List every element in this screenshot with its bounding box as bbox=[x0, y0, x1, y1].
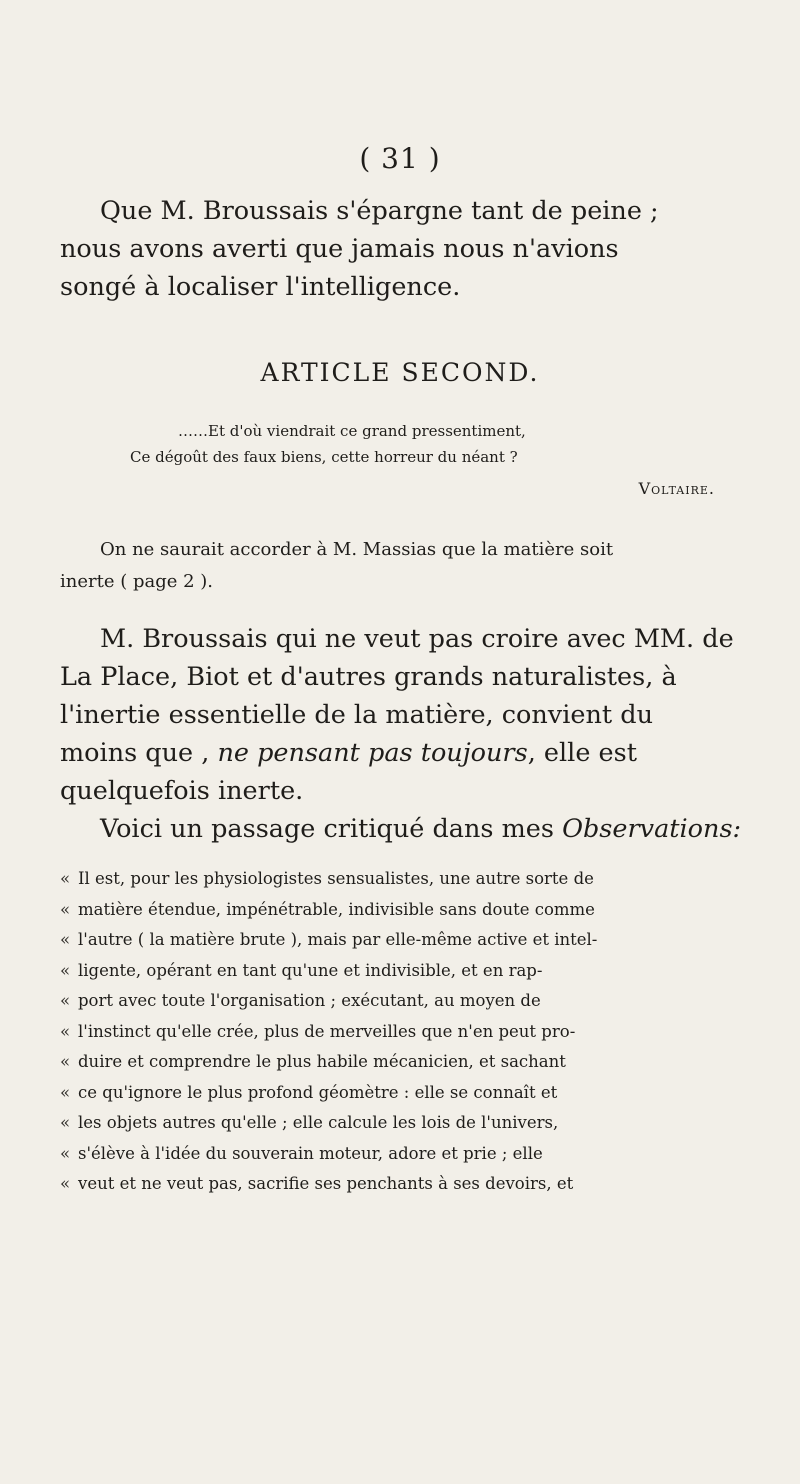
quote-mark: « bbox=[60, 930, 71, 949]
paragraph-observations bbox=[60, 810, 760, 848]
quote-line: « l'instinct qu'elle crée, plus de merveilles que n'en peut pro- bbox=[60, 1017, 765, 1048]
text-line bbox=[60, 734, 760, 772]
text-line: songé à localiser l'intelligence. bbox=[60, 272, 461, 302]
italic-phrase: ne pensant pas toujours bbox=[217, 738, 528, 768]
italic-title: Observations: bbox=[562, 814, 742, 844]
text-line: Que M. Broussais s'épargne tant de peine ; bbox=[100, 196, 659, 226]
quote-line: « les objets autres qu'elle ; elle calcule les lois de l'univers, bbox=[60, 1108, 765, 1139]
quote-line: « l'autre ( la matière brute ), mais par elle-même active et intel- bbox=[60, 925, 765, 956]
epigraph-line: Ce dégoût des faux biens, cette horreur du néant ? bbox=[130, 448, 518, 466]
text-line: On ne saurait accorder à M. Massias que la matière soit bbox=[100, 539, 614, 560]
quote-mark: « bbox=[60, 991, 71, 1010]
quote-mark: « bbox=[60, 899, 71, 919]
quote-mark: « bbox=[60, 1052, 71, 1071]
quote-line: « ce qu'ignore le plus profond géomètre : elle se connaît et bbox=[60, 1078, 765, 1109]
epigraph-author: Voltaire. bbox=[638, 479, 715, 498]
quote-line: « ligente, opérant en tant qu'une et indivisible, et en rap- bbox=[60, 956, 765, 987]
quote-mark: « bbox=[60, 1143, 71, 1163]
page-number: ( 31 ) bbox=[359, 142, 441, 175]
quote-line: « matière étendue, impénétrable, indivisible sans doute comme bbox=[60, 895, 765, 926]
text-line bbox=[60, 810, 760, 848]
article-heading: ARTICLE SECOND. bbox=[260, 358, 540, 387]
paragraph-massias bbox=[60, 534, 760, 598]
quote-mark: « bbox=[60, 1021, 71, 1041]
quote-line: « port avec toute l'organisation ; exécutant, au moyen de bbox=[60, 986, 765, 1017]
quoted-passage bbox=[60, 864, 765, 1200]
quote-mark: « bbox=[60, 869, 71, 888]
text-line: nous avons averti que jamais nous n'avions bbox=[60, 234, 619, 264]
text-fragment: Voici un passage critiqué dans mes bbox=[100, 814, 563, 844]
paragraph-opening bbox=[60, 192, 760, 306]
paragraph-broussais bbox=[60, 620, 760, 810]
quote-mark: « bbox=[60, 960, 71, 980]
epigraph bbox=[130, 418, 760, 502]
text-fragment: moins que , bbox=[60, 738, 218, 768]
quote-line: « Il est, pour les physiologistes sensualistes, une autre sorte de bbox=[60, 864, 765, 895]
quote-mark: « bbox=[60, 1174, 71, 1193]
text-line: l'inertie essentielle de la matière, convient du bbox=[60, 700, 653, 730]
quote-mark: « bbox=[60, 1082, 71, 1102]
text-line: M. Broussais qui ne veut pas croire avec MM. de bbox=[100, 624, 734, 654]
quote-line: « s'élève à l'idée du souverain moteur, adore et prie ; elle bbox=[60, 1139, 765, 1170]
text-line: quelquefois inerte. bbox=[60, 776, 304, 806]
epigraph-line: ……Et d'où viendrait ce grand pressentiment, bbox=[178, 422, 526, 440]
quote-mark: « bbox=[60, 1113, 71, 1132]
text-line: inerte ( page 2 ). bbox=[60, 571, 214, 592]
text-fragment: , elle est bbox=[527, 738, 637, 768]
quote-line: « veut et ne veut pas, sacrifie ses penchants à ses devoirs, et bbox=[60, 1169, 765, 1200]
text-line: La Place, Biot et d'autres grands naturalistes, à bbox=[60, 662, 677, 692]
quote-line: « duire et comprendre le plus habile mécanicien, et sachant bbox=[60, 1047, 765, 1078]
